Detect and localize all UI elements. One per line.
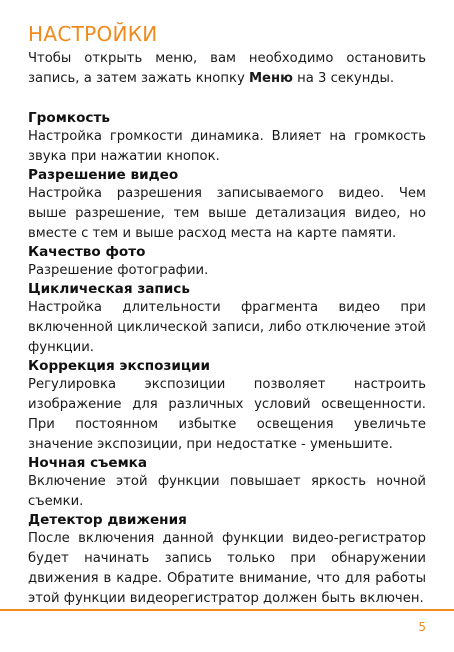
section-volume [28, 110, 426, 167]
footer-divider [0, 609, 454, 611]
section-body: Разрешение фотографии. [28, 263, 209, 278]
page-number: 5 [418, 620, 426, 634]
section-heading: Циклическая запись [28, 281, 190, 297]
intro-text-start: Чтобы открыть меню, вам необходимо остановить запись, а затем зажать кнопку [28, 51, 426, 86]
section-heading: Детектор движения [28, 512, 187, 528]
section-heading: Громкость [28, 110, 110, 126]
section-loop-recording [28, 281, 426, 358]
section-body: Настройка длительности фрагмента видео при включенной циклической записи, либо отключение этой функции. [28, 300, 426, 355]
section-exposure-correction [28, 358, 426, 455]
section-body: Настройка громкости динамика. Влияет на громкость звука при нажатии кнопок. [28, 129, 426, 164]
section-heading: Качество фото [28, 244, 146, 260]
section-video-resolution [28, 167, 426, 244]
manual-page [28, 22, 426, 609]
section-body: Регулировка экспозиции позволяет настроить изображение для различных условий освещенности. При постоянном избытке освещения увеличьте значение экспозиции, при недостатке - уменьшите. [28, 377, 426, 452]
intro-paragraph [28, 49, 426, 89]
section-motion-detector [28, 512, 426, 609]
section-body: Включение этой функции повышает яркость ночной съемки. [28, 474, 426, 509]
section-photo-quality [28, 244, 426, 281]
page-title: НАСТРОЙКИ [28, 22, 158, 46]
section-body: Настройка разрешения записываемого видео. Чем выше разрешение, тем выше детализация видео, но вместе с тем и выше расход места на карте памяти. [28, 186, 426, 241]
intro-menu-button-name: Меню [248, 71, 293, 86]
intro-text-end: на 3 секунды. [292, 71, 395, 86]
section-heading: Разрешение видео [28, 167, 179, 183]
section-heading: Коррекция экспозиции [28, 358, 211, 374]
section-heading: Ночная съемка [28, 455, 148, 471]
section-night-mode [28, 455, 426, 512]
section-body: После включения данной функции видео-регистратор будет начинать запись только при обнаружении движения в кадре. Обратите внимание, что для работы этой функции видеорегистратор должен быть включен. [28, 531, 426, 606]
intro-spacer [28, 89, 426, 110]
